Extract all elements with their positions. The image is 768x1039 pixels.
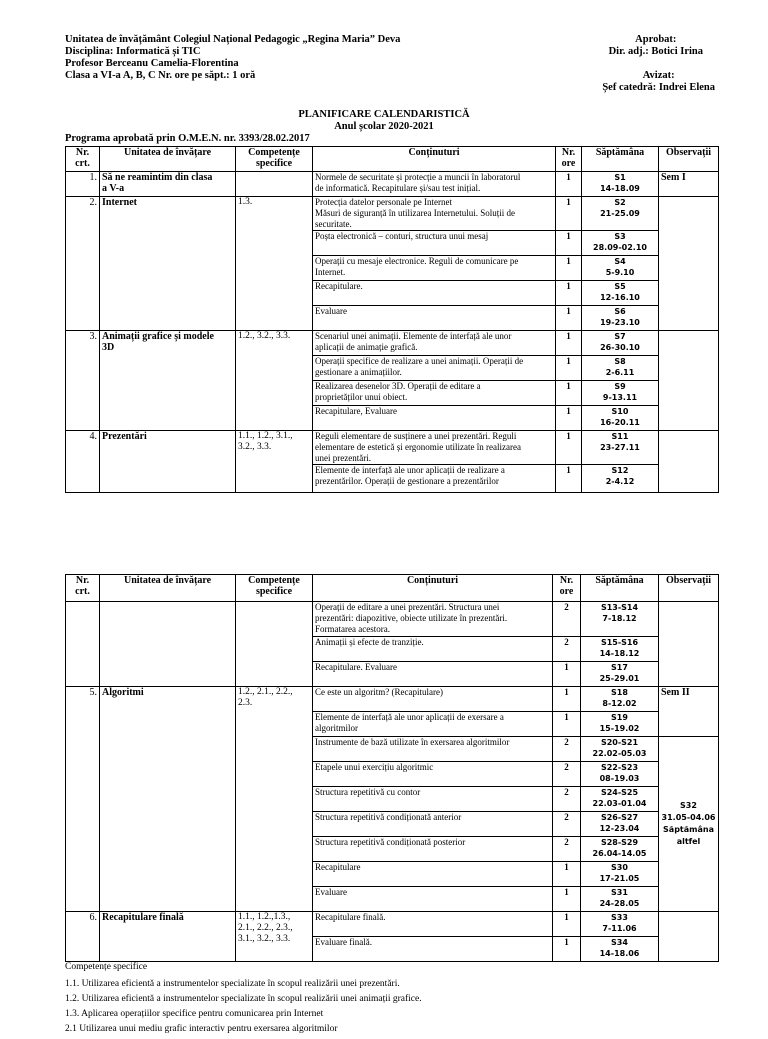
text-line: specifice <box>255 158 293 169</box>
text-line: Normele de securitate și protecție a muncii în laboratorul <box>315 172 521 182</box>
learning-unit <box>100 431 236 493</box>
column-header-competencies <box>236 575 313 602</box>
text-line: unei prezentări. <box>315 453 371 463</box>
legend-item: 1.2. Utilizarea eficientă a instrumentelor specializate în scopul realizării unei animații grafice. <box>65 994 422 1004</box>
text-line: S32 <box>680 801 697 810</box>
text-line: 23-27.11 <box>600 443 640 452</box>
week-cell <box>582 231 659 256</box>
content-cell <box>313 762 553 787</box>
text-line: Realizarea desenelor 3D. Operații de editare a <box>315 381 481 391</box>
text-line: Să ne reamintim din clasa <box>102 172 213 183</box>
row-number: 5. <box>66 687 100 912</box>
text-line: 1.2., 3.2., 3.3. <box>238 331 291 341</box>
planning-table-1 <box>65 146 719 493</box>
text-line: gestionare a animațiilor. <box>315 367 402 377</box>
text-line: altfel <box>676 837 701 846</box>
observations-cell: Sem II <box>659 687 719 737</box>
text-line: Instrumente de bază utilizate în exersarea algoritmilor <box>315 737 510 747</box>
endorsed-label: Avizat: <box>642 70 675 81</box>
text-line: ore <box>559 586 574 597</box>
content-cell <box>313 381 556 406</box>
content-cell <box>313 812 553 837</box>
observations-cell: Sem I <box>659 172 719 197</box>
observations-cell <box>659 912 719 962</box>
document-title: PLANIFICARE CALENDARISTICĂ <box>298 109 470 120</box>
legend-item: 2.1 Utilizarea unui mediu grafic interactiv pentru exersarea algoritmilor <box>65 1024 338 1034</box>
hours-cell: 2 <box>553 812 581 837</box>
content-cell <box>313 356 556 381</box>
approved-label: Aprobat: <box>635 34 677 45</box>
content-cell <box>313 197 556 231</box>
document-titles <box>0 109 768 133</box>
text-line: Protecția datelor personale pe Internet <box>315 197 452 207</box>
week-cell <box>582 281 659 306</box>
table-row <box>66 197 719 231</box>
week-cell <box>581 812 659 837</box>
endorsement-block <box>602 70 715 94</box>
text-line: 2.3. <box>238 698 253 708</box>
text-line: Poșta electronică – conturi, structura unui mesaj <box>315 231 489 241</box>
learning-unit <box>100 602 236 687</box>
text-line: S3 <box>614 232 626 241</box>
text-line: 5-9.10 <box>605 268 635 277</box>
table-row <box>66 431 719 465</box>
text-line: 22.02-05.03 <box>592 749 647 758</box>
school-year: Anul școlar 2020-2021 <box>334 121 434 132</box>
text-line: Elemente de interfață ale unor aplicații de realizare a <box>315 465 505 475</box>
hours-cell: 1 <box>553 662 581 687</box>
week-cell <box>581 637 659 662</box>
specific-competencies <box>236 912 313 962</box>
text-line: securitate. <box>315 219 352 229</box>
table-row <box>66 687 719 712</box>
week-cell <box>582 256 659 281</box>
column-header-nr <box>66 575 100 602</box>
legend-item: 1.3. Aplicarea operațiilor specifice pentru comunicarea prin Internet <box>65 1009 324 1019</box>
text-line: 2.1., 2.2., 2.3., <box>238 923 293 933</box>
text-line: Recapitulare <box>315 862 361 872</box>
text-line: 14-18.06 <box>599 949 640 958</box>
text-line: S8 <box>614 357 626 366</box>
column-header-contents: Conținuturi <box>313 575 553 602</box>
text-line: Recapitulare, Evaluare <box>315 406 397 416</box>
text-line: Nr. <box>561 147 576 158</box>
hours-cell: 1 <box>553 937 581 962</box>
text-line: prezentărilor. Operații de gestionare a prezentărilor <box>315 476 499 486</box>
text-line: Internet <box>102 197 137 208</box>
content-cell <box>313 912 553 937</box>
hours-cell: 1 <box>556 465 582 493</box>
hours-cell: 1 <box>556 256 582 281</box>
content-cell <box>313 887 553 912</box>
content-cell <box>313 712 553 737</box>
text-line: Animații grafice și modele <box>102 331 214 342</box>
text-line: 17-21.05 <box>599 874 640 883</box>
text-line: Structura repetitivă condiționată anterior <box>315 812 462 822</box>
hours-cell: 1 <box>553 887 581 912</box>
text-line: 1.3. <box>238 197 253 207</box>
text-line: 14-18.09 <box>600 184 640 193</box>
text-line: Elemente de interfață ale unor aplicații de exersare a <box>315 712 504 722</box>
text-line: elementare de estetică și ergonomie utilizate în realizarea <box>315 442 521 452</box>
learning-unit <box>100 331 236 431</box>
content-cell <box>313 602 553 637</box>
hours-cell: 2 <box>553 837 581 862</box>
content-cell <box>313 687 553 712</box>
week-cell <box>581 937 659 962</box>
week-cell <box>582 306 659 331</box>
hours-cell: 2 <box>553 637 581 662</box>
text-line: S12 <box>611 466 629 475</box>
text-line: S30 <box>611 863 628 872</box>
specific-competencies <box>236 687 313 912</box>
content-cell <box>313 837 553 862</box>
week-cell <box>582 331 659 356</box>
text-line: 1.1., 1.2.,1.3., <box>238 912 291 922</box>
header-row <box>66 147 719 172</box>
text-line: Competențe <box>248 147 300 158</box>
hours-cell: 1 <box>553 712 581 737</box>
observations-note <box>659 737 719 912</box>
hours-cell: 1 <box>556 406 582 431</box>
hours-cell: 1 <box>556 431 582 465</box>
text-line: Recapitulare finală <box>102 912 184 923</box>
text-line: Evaluare <box>315 887 347 897</box>
content-cell <box>313 662 553 687</box>
text-line: Ce este un algoritm? (Recapitulare) <box>315 687 443 697</box>
text-line: 15-19.02 <box>599 724 640 733</box>
text-line: S9 <box>614 382 626 391</box>
text-line: 14-18.12 <box>599 649 640 658</box>
planning-table-2 <box>65 574 719 962</box>
text-line: Formatarea acestora. <box>315 624 390 634</box>
week-cell <box>582 197 659 231</box>
text-line: prezentări: diapozitive, obiecte utilizate în prezentări. <box>315 613 508 623</box>
week-cell <box>581 712 659 737</box>
week-cell <box>582 381 659 406</box>
table-row <box>66 331 719 356</box>
week-cell <box>581 602 659 637</box>
hours-cell: 2 <box>553 737 581 762</box>
column-header-unit: Unitatea de învățare <box>100 147 236 172</box>
text-line: S10 <box>611 407 629 416</box>
week-cell <box>582 465 659 493</box>
text-line: Recapitulare finală. <box>315 912 386 922</box>
column-header-hours <box>553 575 581 602</box>
text-line: Structura repetitivă condiționată posterior <box>315 837 466 847</box>
text-line: 3D <box>102 342 115 353</box>
curriculum-reference: Programa aprobată prin O.M.E.N. nr. 3393/28.02.2017 <box>65 133 310 144</box>
text-line: S33 <box>611 913 628 922</box>
text-line: 8-12.02 <box>602 699 637 708</box>
week-cell <box>582 431 659 465</box>
text-line: Operații specifice de realizare a unei animații. Operații de <box>315 356 524 366</box>
text-line: 2-6.11 <box>605 368 635 377</box>
hours-cell: 1 <box>556 331 582 356</box>
week-cell <box>581 762 659 787</box>
text-line: S20-S21 <box>600 738 639 747</box>
text-line: Recapitulare. <box>315 281 363 291</box>
text-line: 28.09-02.10 <box>593 243 647 252</box>
text-line: Nr. <box>75 147 90 158</box>
week-cell <box>581 887 659 912</box>
text-line: 2-4.12 <box>605 477 635 486</box>
legend-item: 1.1. Utilizarea eficientă a instrumentelor specializate în scopul realizării unei prezentări. <box>65 979 400 989</box>
row-number: 4. <box>66 431 100 493</box>
text-line: 3.2., 3.3. <box>238 442 272 452</box>
text-line: 26-30.10 <box>600 343 640 352</box>
text-line: algoritmilor <box>315 723 358 733</box>
text-line: Animații și efecte de tranziție. <box>315 637 424 647</box>
week-cell <box>582 172 659 197</box>
specific-competencies <box>236 602 313 687</box>
text-line: aplicații de animație grafică. <box>315 342 418 352</box>
hours-cell: 1 <box>553 687 581 712</box>
content-cell <box>313 331 556 356</box>
column-header-week: Săptămâna <box>582 147 659 172</box>
subject-line: Disciplina: Informatică și TIC <box>65 46 201 57</box>
table-row <box>66 602 719 637</box>
text-line: S7 <box>614 332 626 341</box>
text-line: S31 <box>611 888 628 897</box>
text-line: a V-a <box>102 183 125 194</box>
hours-cell: 1 <box>556 356 582 381</box>
content-cell <box>313 231 556 256</box>
observations-cell <box>659 197 719 331</box>
hours-cell: 1 <box>556 197 582 231</box>
text-line: 7-18.12 <box>602 614 637 623</box>
text-line: Operații de editare a unei prezentări. Structura unei <box>315 602 500 612</box>
text-line: S18 <box>611 688 628 697</box>
text-line: Reguli elementare de susținere a unei prezentări. Reguli <box>315 431 517 441</box>
text-line: S11 <box>611 432 629 441</box>
text-line: S22-S23 <box>600 763 639 772</box>
text-line: Algoritmi <box>102 687 144 698</box>
text-line: Evaluare <box>315 306 347 316</box>
column-header-unit: Unitatea de învățare <box>100 575 236 602</box>
text-line: S13-S14 <box>600 603 639 612</box>
specific-competencies <box>236 197 313 331</box>
week-cell <box>581 862 659 887</box>
text-line: Măsuri de siguranță în utilizarea Internetului. Soluții de <box>315 208 515 218</box>
column-header-hours <box>556 147 582 172</box>
text-line: S2 <box>614 198 626 207</box>
header-row <box>66 575 719 602</box>
hours-cell: 1 <box>556 172 582 197</box>
school-header <box>65 34 400 82</box>
text-line: de informatică. Recapitulare și/sau test inițial. <box>315 183 481 193</box>
observations-cell <box>659 602 719 687</box>
column-header-competencies <box>236 147 313 172</box>
week-cell <box>581 837 659 862</box>
text-line: proprietăților unui obiect. <box>315 392 408 402</box>
text-line: S6 <box>614 307 626 316</box>
table-row <box>66 172 719 197</box>
content-cell <box>313 306 556 331</box>
text-line: crt. <box>75 586 90 597</box>
table-row <box>66 912 719 937</box>
hours-cell: 2 <box>553 787 581 812</box>
text-line: 1.2., 2.1., 2.2., <box>238 687 293 697</box>
text-line: Evaluare finală. <box>315 937 372 947</box>
text-line: 12-23.04 <box>599 824 640 833</box>
class-line: Clasa a VI-a A, B, C Nr. ore pe săpt.: 1 oră <box>65 70 256 81</box>
teacher-line: Profesor Berceanu Camelia-Florentina <box>65 58 239 69</box>
week-cell <box>581 737 659 762</box>
text-line: S26-S27 <box>600 813 639 822</box>
text-line: 08-19.03 <box>599 774 640 783</box>
text-line: S19 <box>611 713 628 722</box>
specific-competencies <box>236 431 313 493</box>
learning-unit <box>100 197 236 331</box>
observations-cell <box>659 331 719 431</box>
content-cell <box>313 937 553 962</box>
text-line: 12-16.10 <box>600 293 640 302</box>
week-cell <box>581 662 659 687</box>
content-cell <box>313 281 556 306</box>
text-line: ore <box>561 158 576 169</box>
text-line: 31.05-04.06 <box>661 813 716 822</box>
text-line: 21-25.09 <box>600 209 640 218</box>
learning-unit <box>100 172 236 197</box>
content-cell <box>313 862 553 887</box>
legend-title: Competențe specifice <box>65 962 148 972</box>
content-cell <box>313 787 553 812</box>
approved-by: Dir. adj.: Botici Irina <box>608 46 703 57</box>
text-line: crt. <box>75 158 90 169</box>
specific-competencies <box>236 331 313 431</box>
week-cell <box>581 687 659 712</box>
hours-cell: 1 <box>553 912 581 937</box>
column-header-observations: Observații <box>659 147 719 172</box>
learning-unit <box>100 912 236 962</box>
text-line: 19-23.10 <box>600 318 640 327</box>
content-cell <box>313 172 556 197</box>
text-line: 26.04-14.05 <box>592 849 647 858</box>
text-line: 16-20.11 <box>600 418 640 427</box>
column-header-contents: Conținuturi <box>313 147 556 172</box>
week-cell <box>582 356 659 381</box>
row-number: 2. <box>66 197 100 331</box>
content-cell <box>313 256 556 281</box>
text-line: S34 <box>611 938 628 947</box>
text-line: Internet. <box>315 267 346 277</box>
row-number: 3. <box>66 331 100 431</box>
content-cell <box>313 406 556 431</box>
text-line: 7-11.06 <box>602 924 637 933</box>
content-cell <box>313 431 556 465</box>
hours-cell: 2 <box>553 762 581 787</box>
text-line: S4 <box>614 257 626 266</box>
text-line: Nr. <box>75 575 90 586</box>
hours-cell: 1 <box>553 862 581 887</box>
row-number <box>66 602 100 687</box>
text-line: S28-S29 <box>600 838 639 847</box>
endorsed-by: Șef catedră: Indrei Elena <box>602 82 715 93</box>
text-line: 22.03-01.04 <box>592 799 647 808</box>
text-line: S24-S25 <box>600 788 639 797</box>
content-cell <box>313 737 553 762</box>
hours-cell: 1 <box>556 306 582 331</box>
text-line: 1.1., 1.2., 3.1., <box>238 431 293 441</box>
text-line: 25-29.01 <box>599 674 640 683</box>
text-line: Recapitulare. Evaluare <box>315 662 397 672</box>
specific-competencies <box>236 172 313 197</box>
content-cell <box>313 465 556 493</box>
text-line: Structura repetitivă cu contor <box>315 787 421 797</box>
text-line: Nr. <box>559 575 574 586</box>
observations-cell <box>659 431 719 493</box>
text-line: 3.1., 3.2., 3.3. <box>238 934 291 944</box>
text-line: S5 <box>614 282 626 291</box>
column-header-observations: Observații <box>659 575 719 602</box>
row-number: 6. <box>66 912 100 962</box>
school-line: Unitatea de învățământ Colegiul Național Pedagogic „Regina Maria” Deva <box>65 34 401 45</box>
hours-cell: 1 <box>556 281 582 306</box>
text-line: Etapele unui exercițiu algoritmic <box>315 762 434 772</box>
hours-cell: 2 <box>553 602 581 637</box>
week-cell <box>581 787 659 812</box>
hours-cell: 1 <box>556 381 582 406</box>
content-cell <box>313 637 553 662</box>
text-line: Competențe <box>248 575 300 586</box>
column-header-nr <box>66 147 100 172</box>
competencies-legend <box>65 962 422 1039</box>
text-line: S1 <box>614 173 626 182</box>
row-number: 1. <box>66 172 100 197</box>
approval-block <box>609 34 703 58</box>
text-line: Prezentări <box>102 431 147 442</box>
learning-unit <box>100 687 236 912</box>
text-line: S15-S16 <box>600 638 639 647</box>
column-header-week: Săptămâna <box>581 575 659 602</box>
text-line: Operații cu mesaje electronice. Reguli de comunicare pe <box>315 256 519 266</box>
text-line: Săptămâna <box>663 825 714 834</box>
text-line: 24-28.05 <box>599 899 640 908</box>
text-line: S17 <box>611 663 628 672</box>
text-line: Scenariul unei animații. Elemente de interfață ale unor <box>315 331 512 341</box>
week-cell <box>581 912 659 937</box>
hours-cell: 1 <box>556 231 582 256</box>
week-cell <box>582 406 659 431</box>
text-line: specifice <box>255 586 293 597</box>
text-line: 9-13.11 <box>602 393 638 402</box>
